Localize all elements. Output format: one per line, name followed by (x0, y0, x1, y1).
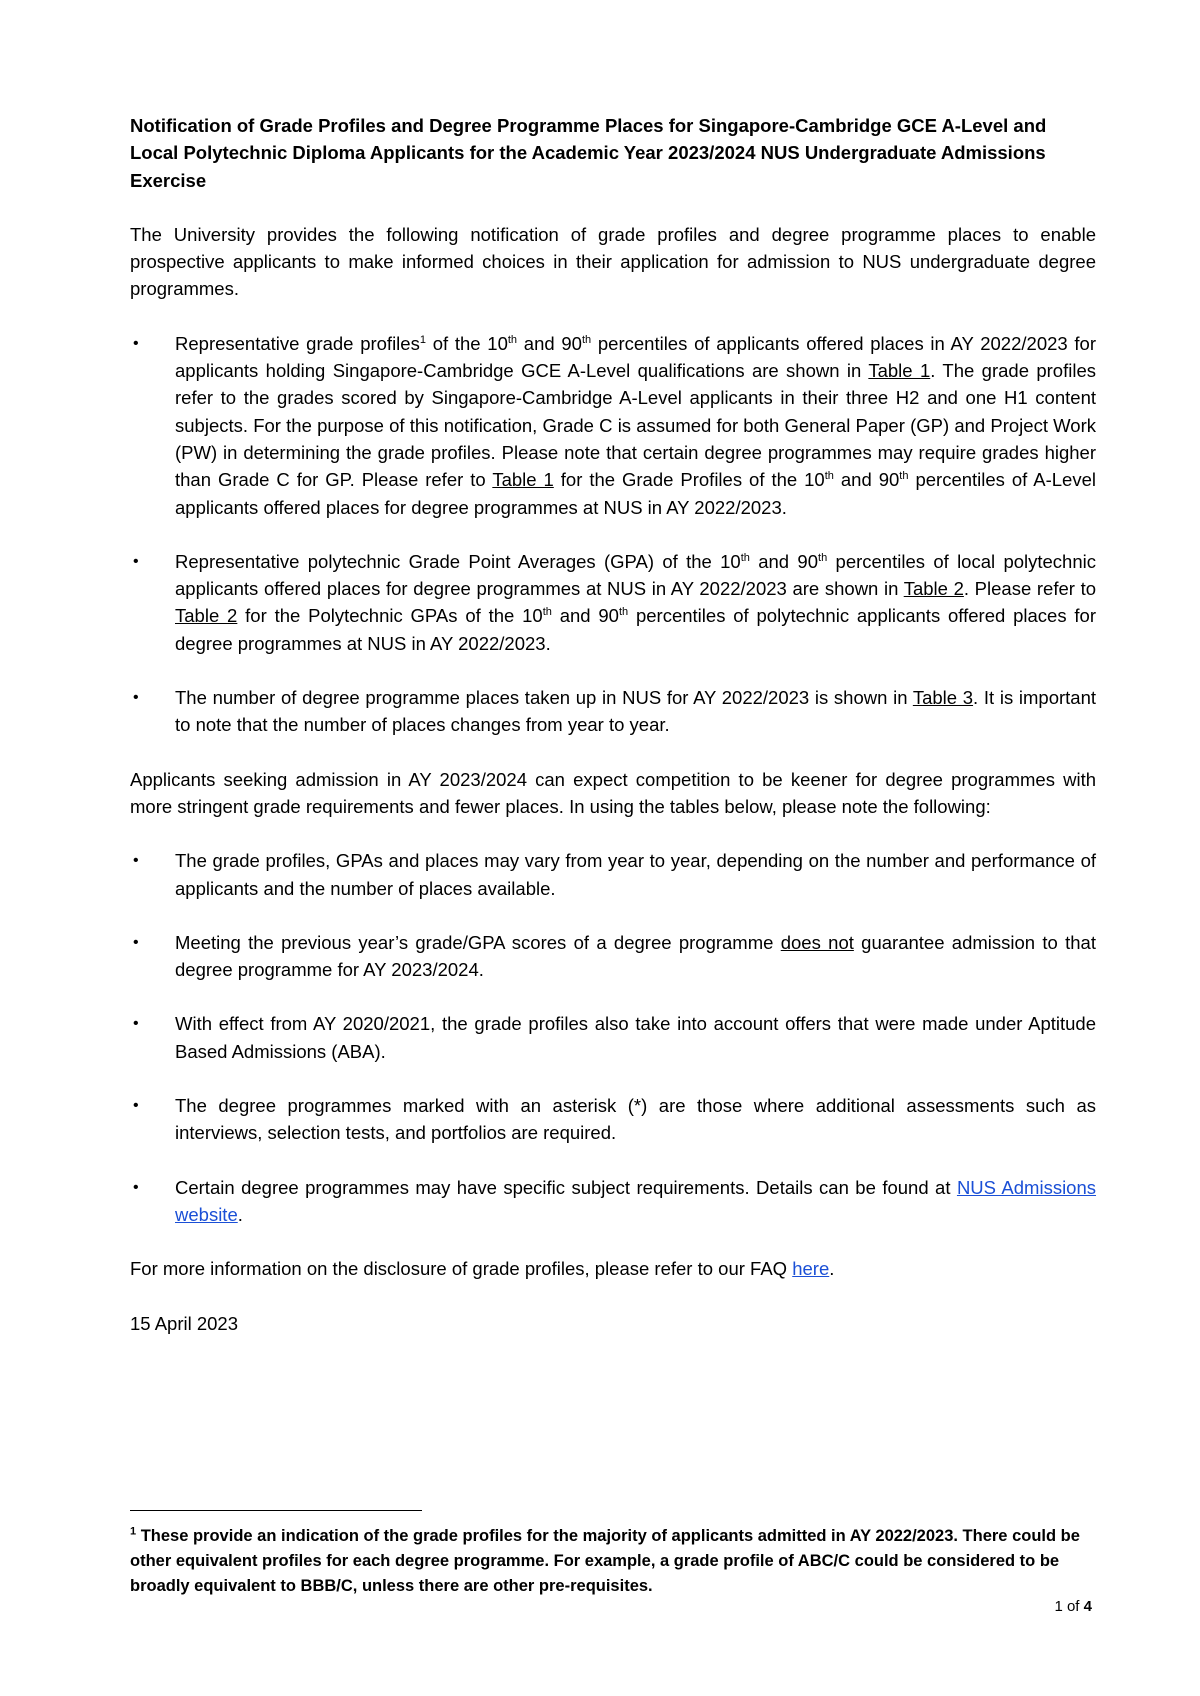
list-item: • With effect from AY 2020/2021, the grade profiles also take into account offers that were made under Aptitude Based Admissions (ABA). (130, 1010, 1096, 1065)
footnote-number: 1 (130, 1525, 137, 1538)
table-2-link[interactable]: Table 2 (903, 578, 964, 600)
nus-admissions-website-link[interactable]: NUS Admissions website (175, 1176, 1097, 1225)
bullet-icon: • (133, 852, 139, 870)
table-1-link[interactable]: Table 1 (868, 360, 931, 382)
bullet-icon: • (133, 1178, 139, 1196)
bullet-icon: • (133, 552, 139, 570)
intro-paragraph: The University provides the following notification of grade profiles and degree programme places to enable prospective applicants to make informed choices in their application for admission to NUS undergraduate degree programmes. (130, 223, 1096, 300)
list-item: • The degree programmes marked with an asterisk (*) are those where additional assessments such as interviews, selection tests, and portfolios are required. (130, 1092, 1096, 1147)
bullet-icon: • (133, 689, 139, 707)
list-item: • Certain degree programmes may have specific subject requirements. Details can be found at NUS Admissions website. (130, 1174, 1096, 1229)
competition-paragraph: Applicants seeking admission in AY 2023/2024 can expect competition to be keener for degree programmes with more stringent grade requirements and fewer places. In using the tables below, please note the following: (130, 768, 1096, 817)
footnote-divider (130, 1510, 422, 1511)
info-bullet-list (130, 330, 1096, 739)
notes-bullet-list (130, 847, 1096, 1228)
list-item: • Representative polytechnic Grade Point Averages (GPA) of the 10th and 90th percentiles of local polytechnic applicants offered places for degree programmes at NUS in AY 2022/2023 are shown in Table 2. Please refer to Table 2 for the Polytechnic GPAs of the 10th and 90th percentiles of polytechnic applicants offered places for degree programmes at NUS in AY 2022/2023. (130, 548, 1096, 657)
faq-paragraph: For more information on the disclosure of grade profiles, please refer to our FAQ here. (130, 1258, 835, 1280)
bullet-icon: • (133, 334, 139, 352)
list-item: • The grade profiles, GPAs and places may vary from year to year, depending on the number and performance of applicants and the number of places available. (130, 847, 1096, 902)
footnote-text: These provide an indication of the grade profiles for the majority of applicants admitted in AY 2022/2023. There could be other equivalent profiles for each degree programme. For example, a grade profile of ABC/C could be considered to be broadly equivalent to BBB/C, unless there are other pre-requisites. (130, 1527, 1080, 1595)
list-item: • Meeting the previous year’s grade/GPA scores of a degree programme does not guarantee admission to that degree programme for AY 2023/2024. (130, 929, 1096, 984)
document-date: 15 April 2023 (130, 1312, 239, 1334)
bullet-icon: • (133, 1015, 139, 1033)
bullet-icon: • (133, 1097, 139, 1115)
faq-here-link[interactable]: here (792, 1258, 830, 1280)
bullet-icon: • (133, 933, 139, 951)
table-2-link[interactable]: Table 2 (175, 605, 238, 627)
document-title: Notification of Grade Profiles and Degree Programme Places for Singapore-Cambridge GCE A-Level and Local Polytechnic Diploma Applicants for the Academic Year 2023/2024 NUS Undergraduate Admissions Exercise (130, 115, 1047, 191)
footnote-reference[interactable]: 1 (419, 333, 426, 346)
emphasis-does-not: does not (780, 931, 854, 953)
table-1-link[interactable]: Table 1 (492, 469, 554, 491)
table-3-link[interactable]: Table 3 (912, 687, 974, 709)
document-body (130, 112, 1096, 1364)
footnote (130, 1524, 1096, 1599)
list-item: • The number of degree programme places taken up in NUS for AY 2022/2023 is shown in Table 3. It is important to note that the number of places changes from year to year. (130, 684, 1096, 739)
page-number: 1 of 4 (1054, 1598, 1092, 1615)
list-item: • Representative grade profiles$^1$ of the 10th and 90th percentiles of applicants offered places in AY 2022/2023 for applicants holding Singapore-Cambridge GCE A-Level qualifications are shown in Table 1. The grade profiles refer to the grades scored by Singapore-Cambridge A-Level applicants in their three H2 and one H1 content subjects. For the purpose of this notification, Grade C is assumed for both General Paper (GP) and Project Work (PW) in determining the grade profiles. Please note that certain degree programmes may require grades higher than Grade C for GP. Please refer to Table 1 for the Grade Profiles of the 10th and 90th percentiles of A-Level applicants offered places for degree programmes at NUS in AY 2022/2023. (130, 330, 1096, 521)
